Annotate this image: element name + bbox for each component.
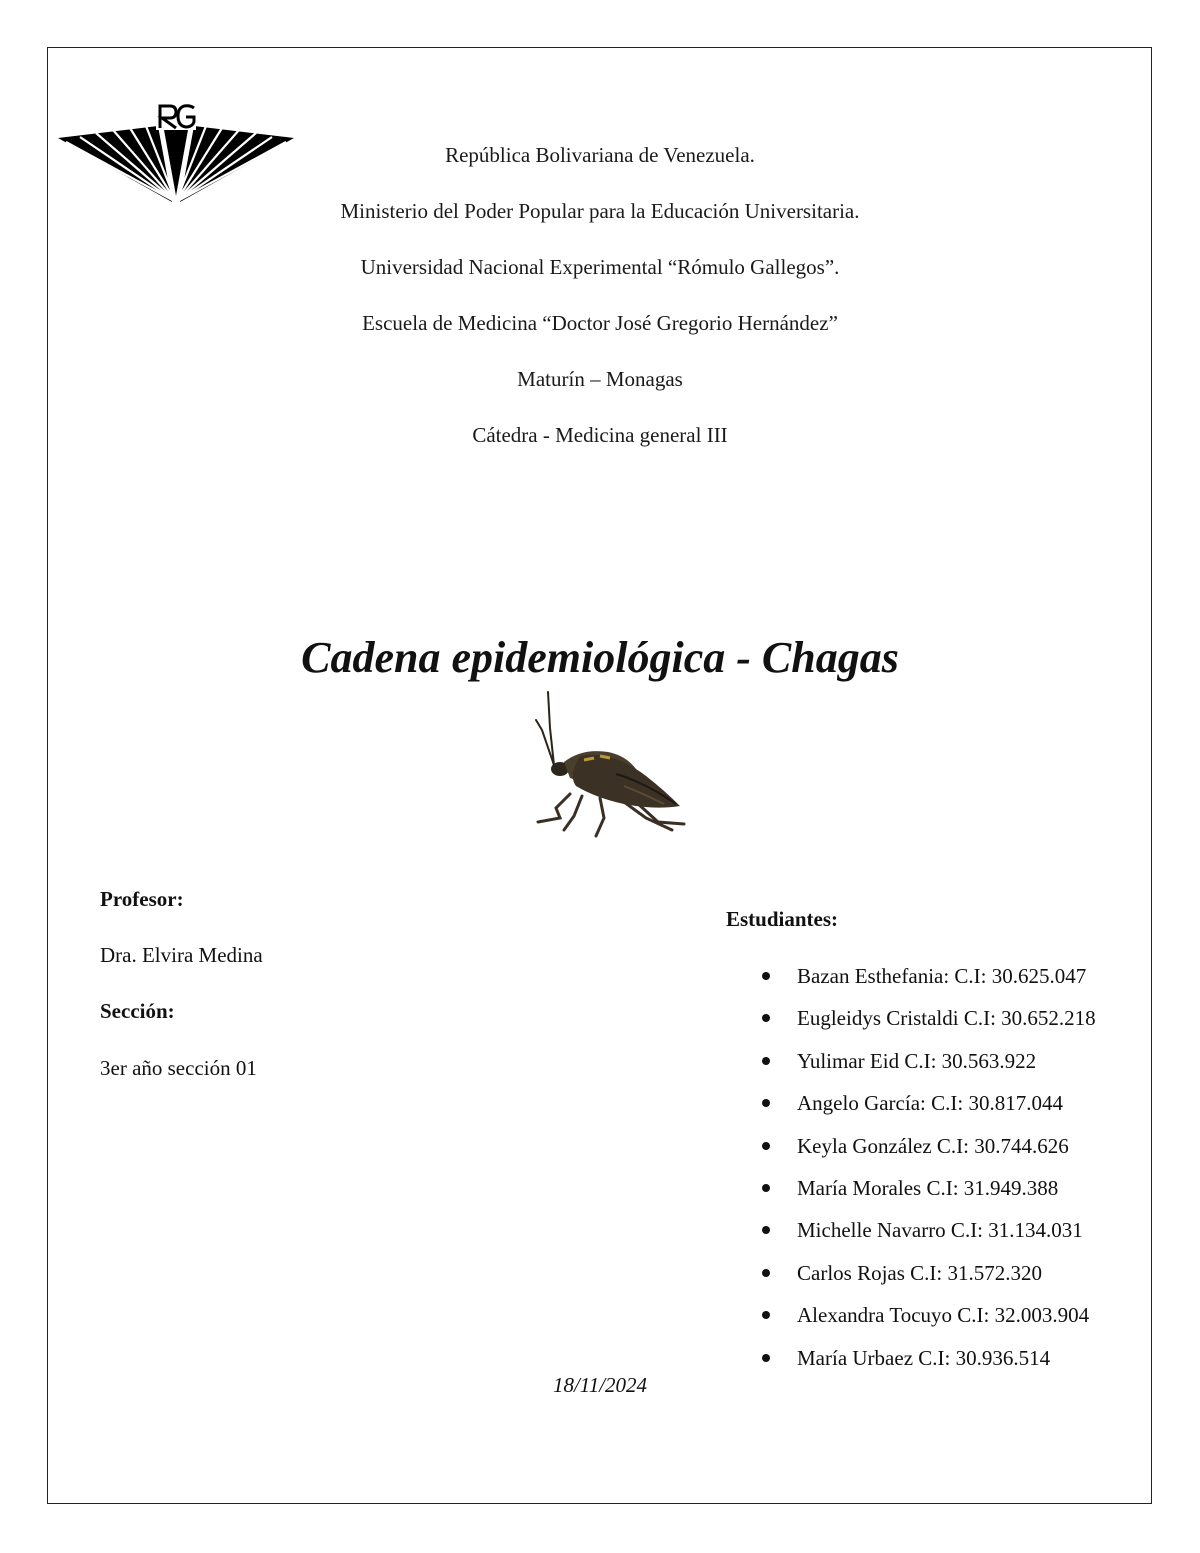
student-entry: Carlos Rojas C.I: 31.572.320 [797, 1260, 1042, 1285]
document-date: 18/11/2024 [552, 1373, 648, 1397]
professor-name: Dra. Elvira Medina [100, 943, 263, 967]
student-entry: Michelle Navarro C.I: 31.134.031 [797, 1218, 1083, 1243]
student-entry: Angelo García: C.I: 30.817.044 [797, 1091, 1063, 1116]
header-course: Cátedra - Medicina general III [472, 423, 728, 447]
list-item [760, 1174, 1096, 1216]
list-item [760, 1004, 1096, 1046]
bullet-icon [762, 1354, 770, 1362]
student-list [760, 962, 1096, 1386]
list-item [760, 962, 1096, 1004]
bullet-icon [762, 1014, 770, 1022]
list-item [760, 1259, 1096, 1301]
section-label: Sección: [100, 999, 175, 1023]
header-ministry: Ministerio del Poder Popular para la Educación Universitaria. [340, 199, 860, 223]
bullet-icon [762, 1311, 770, 1319]
bullet-icon [762, 1099, 770, 1107]
bullet-icon [762, 1057, 770, 1065]
student-entry: Keyla González C.I: 30.744.626 [797, 1133, 1069, 1158]
bullet-icon [762, 1184, 770, 1192]
kissing-bug-icon [524, 690, 694, 840]
list-item [760, 1047, 1096, 1089]
list-item [760, 1301, 1096, 1343]
header-school: Escuela de Medicina “Doctor José Gregorio Hernández” [362, 311, 838, 335]
students-label: Estudiantes: [726, 907, 839, 931]
student-entry: Eugleidys Cristaldi C.I: 30.652.218 [797, 1006, 1096, 1031]
bullet-icon [762, 1142, 770, 1150]
student-entry: María Morales C.I: 31.949.388 [797, 1175, 1059, 1200]
student-entry: Alexandra Tocuyo C.I: 32.003.904 [797, 1303, 1090, 1328]
list-item [760, 1216, 1096, 1258]
header-university: Universidad Nacional Experimental “Rómulo Gallegos”. [360, 255, 840, 279]
document-title: Cadena epidemiológica - Chagas [301, 633, 899, 682]
professor-label: Profesor: [100, 887, 184, 911]
list-item [760, 1132, 1096, 1174]
bullet-icon [762, 1269, 770, 1277]
bullet-icon [762, 972, 770, 980]
bullet-icon [762, 1226, 770, 1234]
student-entry: María Urbaez C.I: 30.936.514 [797, 1345, 1051, 1370]
header-country: República Bolivariana de Venezuela. [445, 143, 755, 167]
list-item [760, 1089, 1096, 1131]
header-location: Maturín – Monagas [517, 367, 683, 391]
student-entry: Yulimar Eid C.I: 30.563.922 [797, 1048, 1037, 1073]
section-value: 3er año sección 01 [100, 1056, 257, 1080]
student-entry: Bazan Esthefania: C.I: 30.625.047 [797, 964, 1087, 988]
